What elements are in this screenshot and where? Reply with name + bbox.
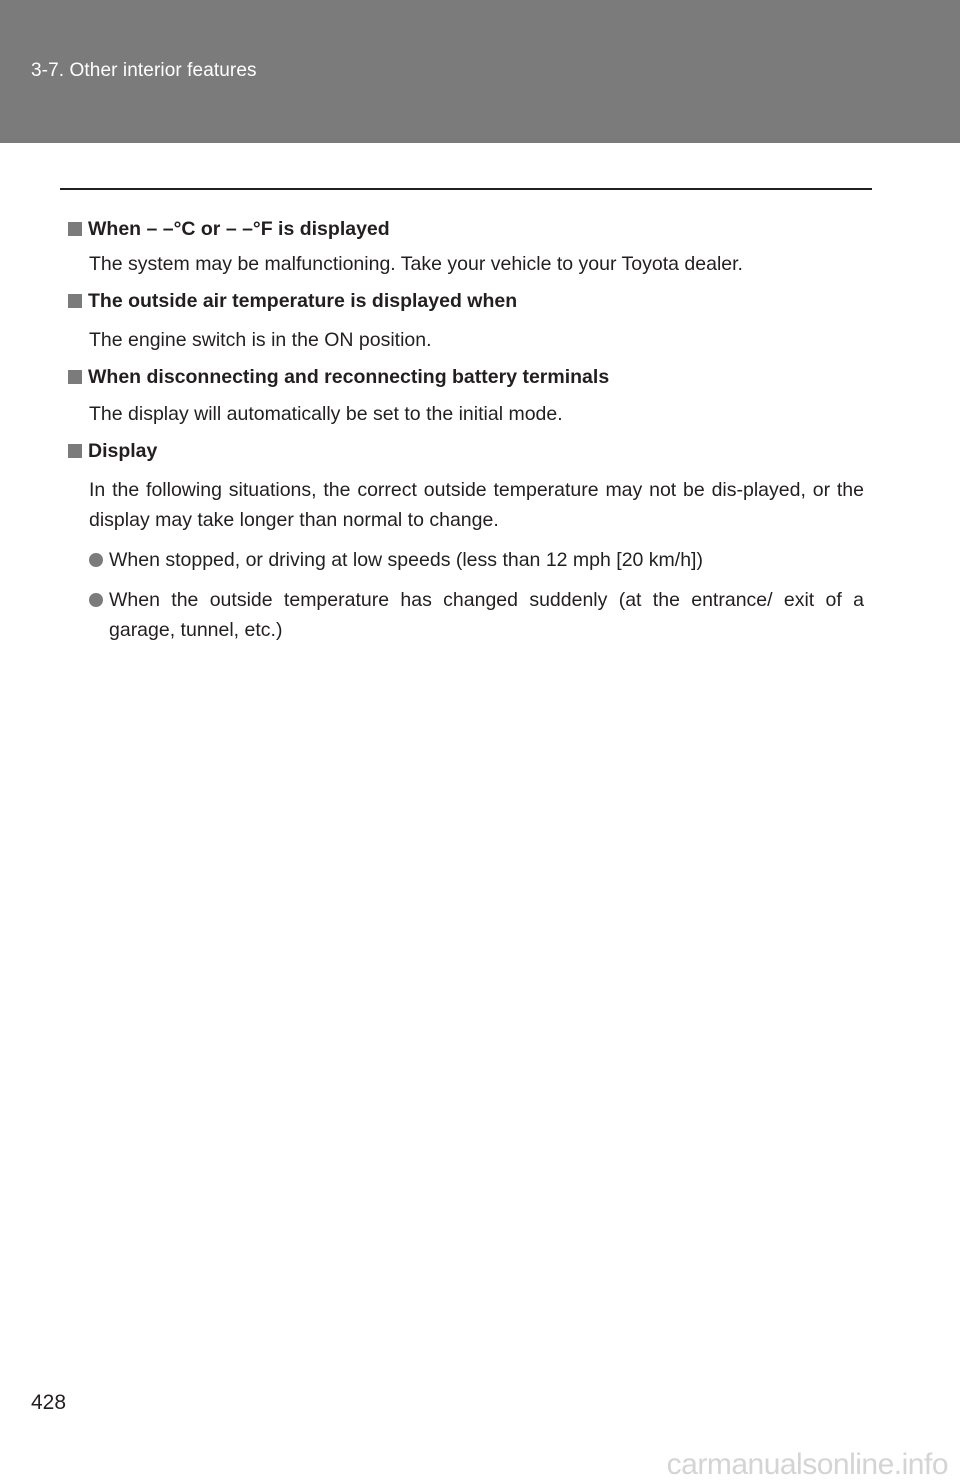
square-bullet-icon <box>68 294 82 308</box>
list-item <box>89 585 864 645</box>
circle-bullet-icon <box>89 553 103 567</box>
item-heading <box>68 287 864 315</box>
divider <box>60 188 872 190</box>
info-item <box>68 437 864 645</box>
header-band <box>0 0 960 143</box>
item-heading-text: When – –°C or – –°F is displayed <box>88 218 390 240</box>
item-heading-text: The outside air temperature is displayed when <box>88 290 518 312</box>
info-item <box>68 363 864 429</box>
item-heading-text: When disconnecting and reconnecting battery terminals <box>88 366 610 388</box>
bullet-list <box>68 545 864 645</box>
item-heading <box>68 363 864 391</box>
page-number: 428 <box>31 1391 67 1414</box>
main-content <box>68 215 864 655</box>
square-bullet-icon <box>68 222 82 236</box>
info-item <box>68 287 864 355</box>
item-heading <box>68 437 864 465</box>
circle-bullet-icon <box>89 593 103 607</box>
watermark: carmanualsonline.info <box>666 1448 948 1481</box>
list-item-text: When the outside temperature has changed suddenly (at the entrance/ exit of a garage, tunnel, etc.) <box>109 589 864 641</box>
item-text: The display will automatically be set to the initial mode. <box>89 403 563 425</box>
item-heading <box>68 215 864 243</box>
item-text: In the following situations, the correct outside temperature may not be dis-played, or the display may take longer than normal to change. <box>89 479 864 531</box>
list-item-text: When stopped, or driving at low speeds (less than 12 mph [20 km/h]) <box>109 549 703 571</box>
item-text: The engine switch is in the ON position. <box>89 329 432 351</box>
item-heading-text: Display <box>88 440 158 462</box>
item-text: The system may be malfunctioning. Take your vehicle to your Toyota dealer. <box>89 253 743 275</box>
square-bullet-icon <box>68 370 82 384</box>
square-bullet-icon <box>68 444 82 458</box>
list-item <box>89 545 864 575</box>
info-item <box>68 215 864 279</box>
section-title: 3-7. Other interior features <box>31 60 257 81</box>
